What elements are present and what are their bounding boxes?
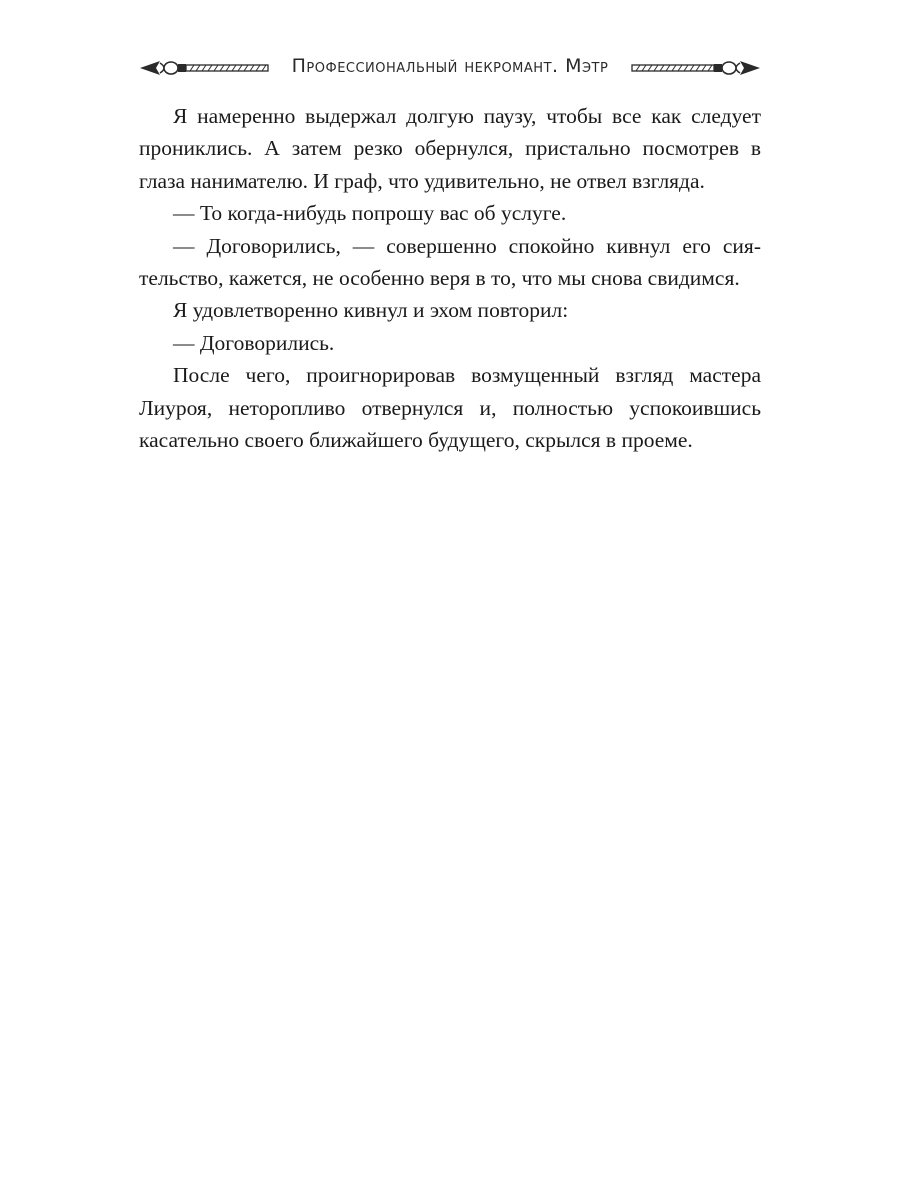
paragraph: — Договорились. [173,330,335,355]
paragraph: — Договорились, — совершенно спокойно кивнул его сиятельство, кажется, не особенно веря в то, что мы снова свидимся. [139,233,761,291]
paragraph: После чего, проигнорировав возмущенный взгляд мастера Лиуроя, неторопливо отвернулся и, полностью успокоившись касательно своего ближайшего будущего, скрылся в проеме. [139,363,761,453]
running-header [138,50,762,86]
running-header-title: Профессиональный некромант. Мэтр [291,55,609,77]
page-text [139,100,761,456]
spear-ornament-icon [138,54,270,82]
paragraph: — То когда-нибудь попрошу вас об услуге. [173,201,567,226]
paragraph: Я удовлетворенно кивнул и эхом повторил: [173,298,569,323]
paragraph: Я намеренно выдержал долгую паузу, чтобы все как следует прониклись. А затем резко обернулся, пристально посмотрев в глаза нанимателю. И граф, что удивительно, не отвел взгляда. [139,104,761,193]
spear-ornament-icon [630,54,762,82]
